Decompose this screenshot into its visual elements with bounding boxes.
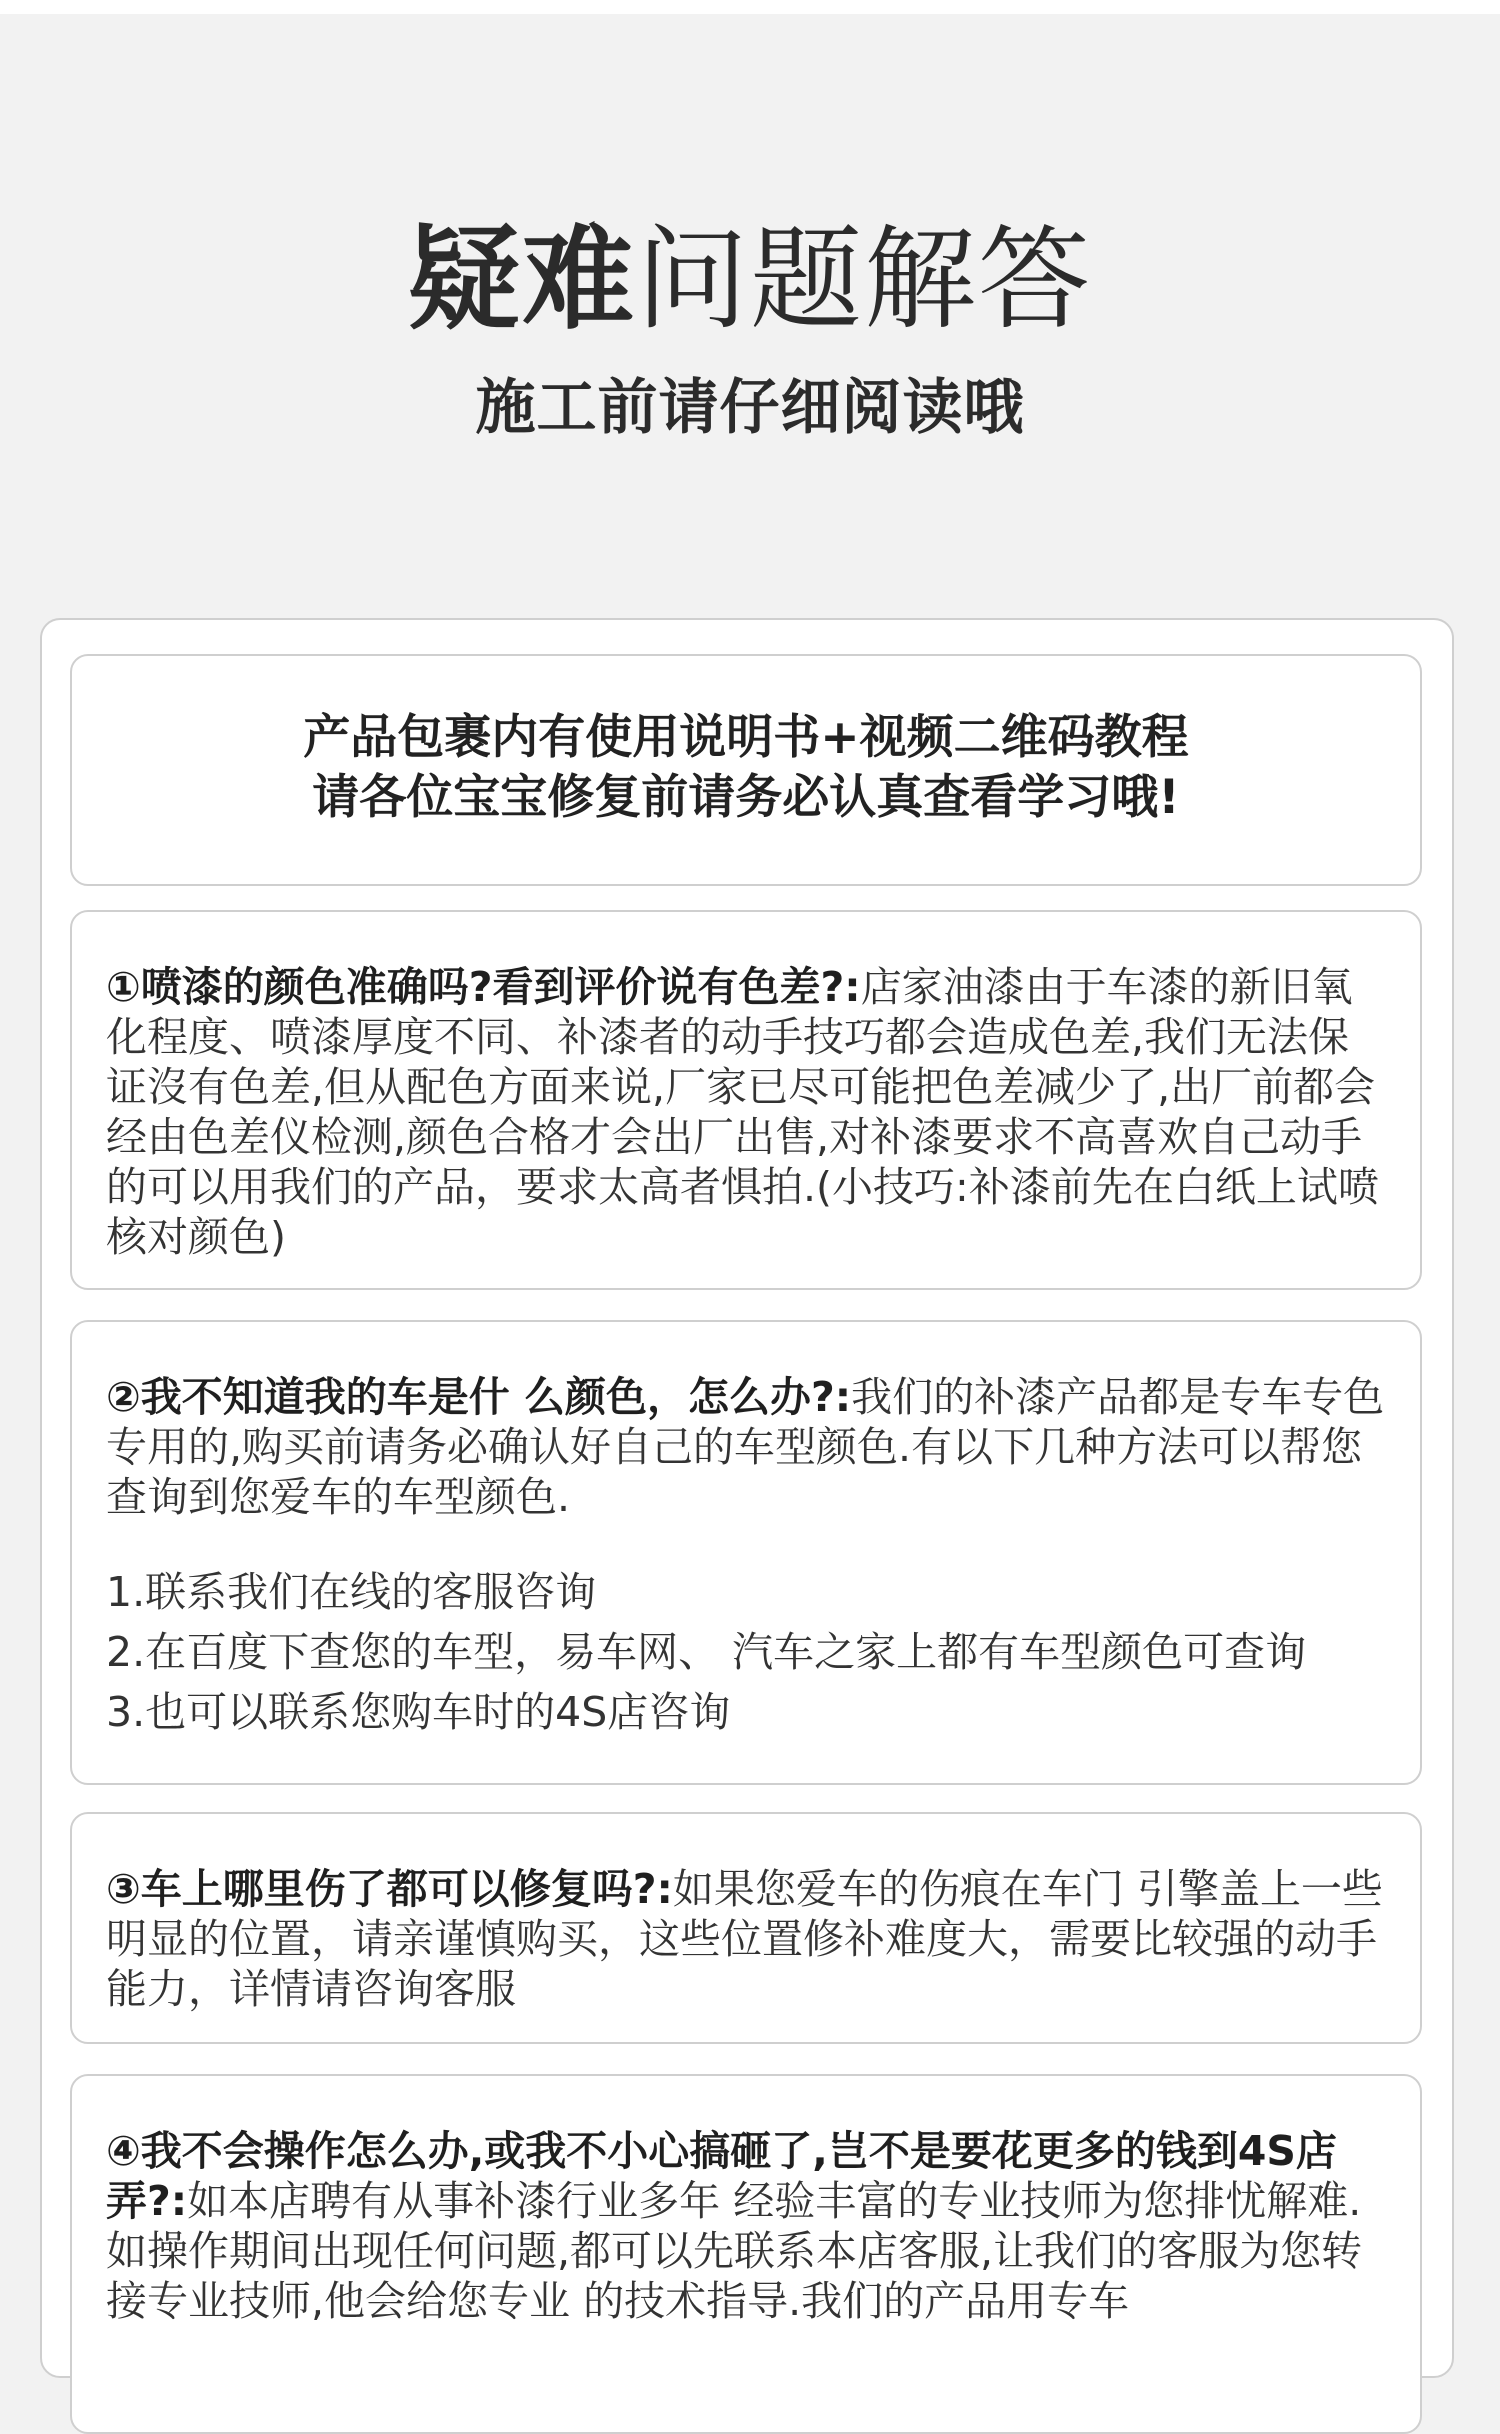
title-bold-part: 疑难	[408, 215, 636, 345]
page-header	[0, 210, 1500, 448]
list-item: 1.联系我们在线的客服咨询	[106, 1568, 597, 1616]
notice-line-1: 产品包裹内有使用说明书+视频二维码教程	[303, 710, 1189, 765]
notice-card	[70, 654, 1422, 886]
faq-answer: 如果您爱车的伤痕在车门 引擎盖上一些明显的位置，请亲谨慎购买，这些位置修补难度大，需要比较强的动手能力，详情请咨询客服	[106, 1865, 1383, 2013]
page-subtitle: 施工前请仔细阅读哦	[475, 373, 1025, 443]
top-strip	[0, 0, 1500, 14]
faq-card-repair-scope	[70, 1812, 1422, 2044]
faq-question: ①喷漆的颜色准确吗?看到评价说有色差?:	[106, 963, 861, 1011]
faq-card-unknown-color	[70, 1320, 1422, 1785]
faq-answer: 我们的补漆产品都是专车专色专用的,购买前请务必确认好自己的车型颜色.有以下几种方法可以帮您查询到您爱车的车型颜色.	[106, 1373, 1385, 1521]
faq-question: ②我不知道我的车是什 么颜色，怎么办?:	[106, 1373, 852, 1421]
page-title	[0, 210, 1500, 350]
method-list	[106, 1562, 1386, 1742]
title-light-part: 问题解答	[636, 215, 1092, 345]
list-item: 3.也可以联系您购车时的4S店咨询	[106, 1688, 731, 1736]
list-item: 2.在百度下查您的车型，易车网、 汽车之家上都有车型颜色可查询	[106, 1628, 1307, 1676]
faq-card-color-accuracy	[70, 910, 1422, 1290]
faq-answer: 如本店聘有从事补漆行业多年 经验丰富的专业技师为您排忧解难.如操作期间出现任何问题,都可以先联系本店客服,让我们的客服为您转接专业技师,他会给您专业 的技术指导.我们的产品用专车	[106, 2177, 1363, 2325]
faq-question: ③车上哪里伤了都可以修复吗?:	[106, 1865, 673, 1913]
faq-question: ④我不会操作怎么办,或我不小心搞砸了,岂不是要花更多的钱到4S店弄?:	[106, 2127, 1337, 2225]
faq-card-operation-help	[70, 2074, 1422, 2434]
faq-answer: 店家油漆由于车漆的新旧氧化程度、喷漆厚度不同、补漆者的动手技巧都会造成色差,我们无法保证沒有色差,但从配色方面来说,厂家已尽可能把色差减少了,出厂前都会经由色差仪检测,颜色合格才会出厂出售,对补漆要求不高喜欢自己动手的可以用我们的产品，要求太高者惧拍.(小技巧:补漆前先在白纸上试喷核对颜色)	[106, 963, 1379, 1261]
faq-container	[40, 618, 1454, 2378]
notice-line-2: 请各位宝宝修复前请务必认真查看学习哦!	[312, 770, 1180, 825]
